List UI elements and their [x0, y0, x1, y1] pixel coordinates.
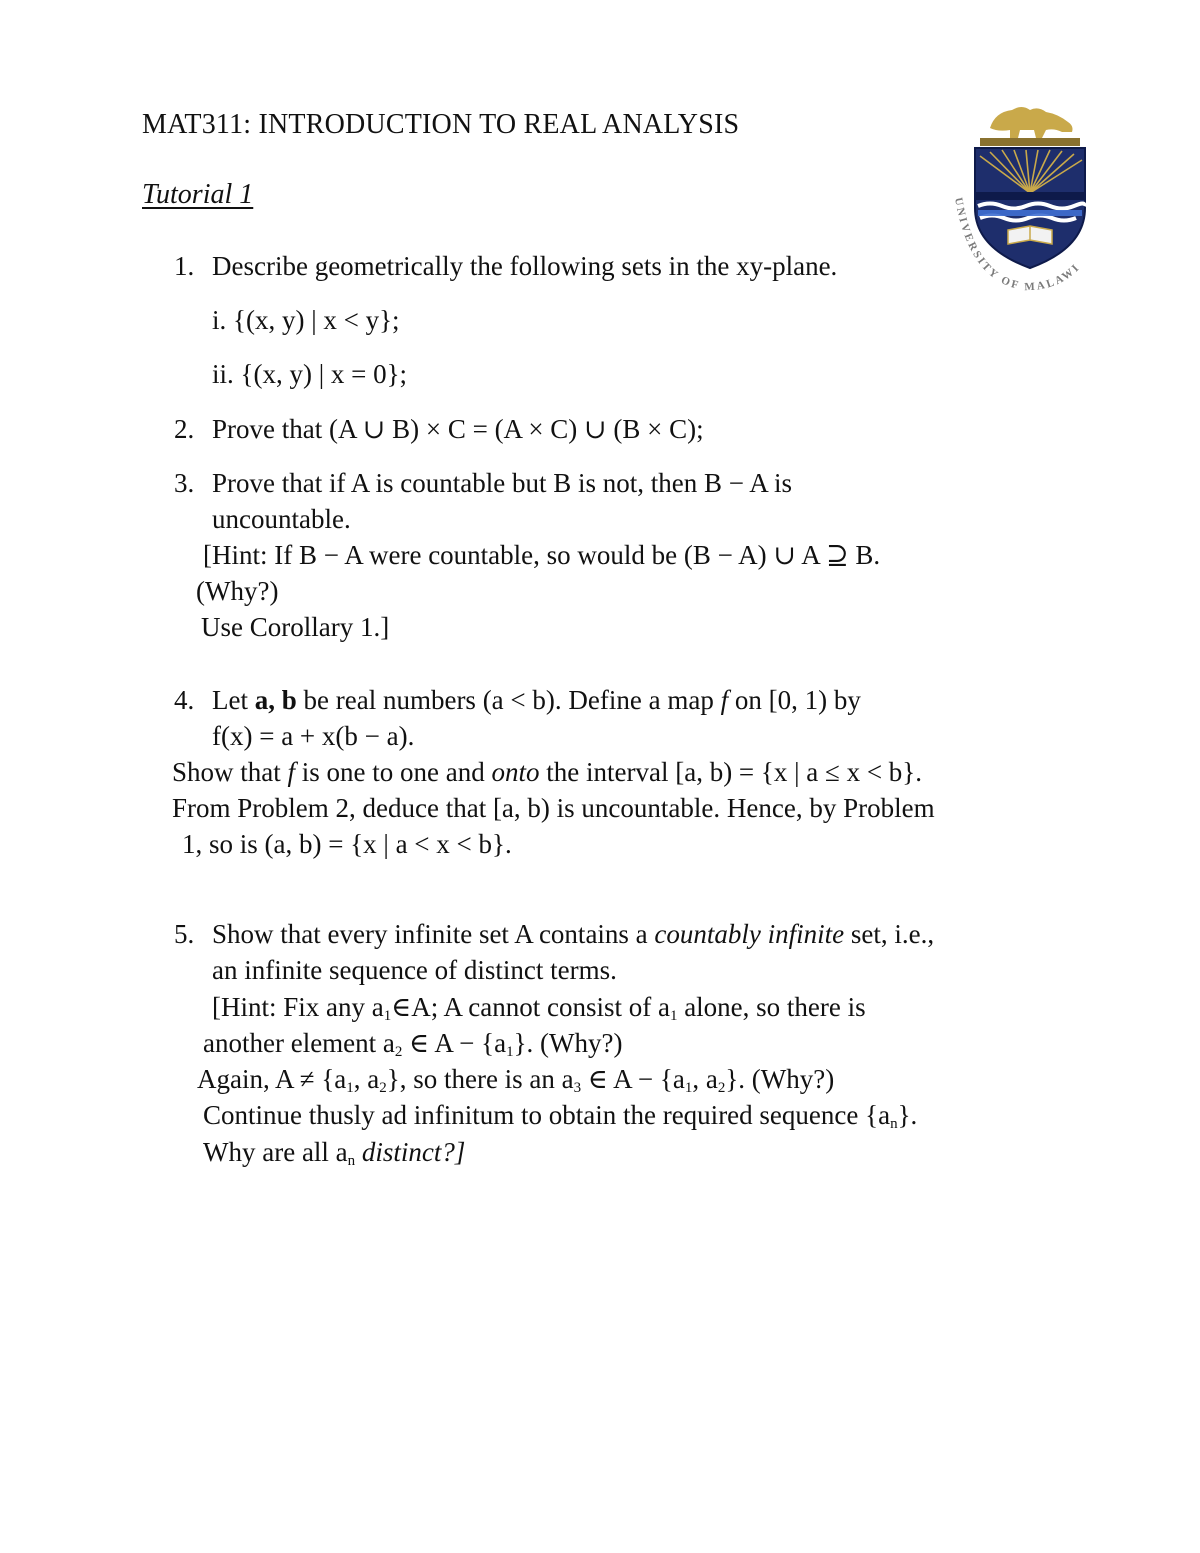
- q3-hint-3: Use Corollary 1.]: [201, 612, 390, 642]
- q5-hint-1: [Hint: Fix any $a_1\in A$; A cannot consist of $a_1$ alone, so there is: [212, 992, 866, 1024]
- q4-number: 4.: [174, 685, 195, 715]
- q4-line-2: f(x) = a + x(b − a).: [212, 721, 415, 751]
- q5-number: 5.: [174, 919, 195, 949]
- q3-line-2: uncountable.: [212, 504, 351, 534]
- q1-part-i: i. {(x, y) | x < y};: [212, 305, 400, 335]
- q5-hint-5: Why are all $a_n$ distinct?]: [203, 1137, 466, 1169]
- q5-hint-3: Again, $A \ne \{a_1$, $a_2$}, so there is an $a_3$ ∈ $A - \{a_1$, $a_2$}. (Why?): [197, 1064, 835, 1096]
- q5-hint-2: another element $a_2$ ∈ $A - \{a_1\}$. (Why?): [203, 1028, 623, 1060]
- q3-line-1: Prove that if A is countable but B is not, then B − A is: [212, 468, 792, 498]
- q4-line-5: 1, so is (a, b) = {x | a < x < b}.: [182, 829, 512, 859]
- q3-number: 3.: [174, 468, 195, 498]
- q1-number: 1.: [174, 251, 195, 281]
- lion-crest-icon: [980, 107, 1080, 146]
- university-logo: [950, 98, 1110, 298]
- q2-number: 2.: [174, 414, 195, 444]
- q5-hint-4: Continue thusly ad infinitum to obtain the required sequence $\{a_n\}$.: [203, 1100, 918, 1132]
- logo-ring-text: UNIVERSITY OF MALAWI: [952, 196, 1083, 294]
- q1-part-ii: ii. {(x, y) | x = 0};: [212, 359, 408, 389]
- q4-line-3: Show that f is one to one and onto the interval [a, b) = {x | a ≤ x < b}.: [172, 757, 923, 787]
- q4-line-1: Let a, b be real numbers (a < b). Define a map f on [0, 1) by: [212, 685, 861, 715]
- q5-line-1: Show that every infinite set A contains a countably infinite set, i.e.,: [212, 919, 935, 949]
- q5-line-2: an infinite sequence of distinct terms.: [212, 955, 617, 985]
- q3-hint-1: [Hint: If B − A were countable, so would be (B − A) ∪ A ⊇ B.: [203, 540, 881, 570]
- q3-hint-2: (Why?): [196, 576, 279, 606]
- q4-line-4: From Problem 2, deduce that [a, b) is uncountable. Hence, by Problem: [172, 793, 935, 823]
- q2-text: Prove that (A ∪ B) × C = (A × C) ∪ (B × C);: [212, 414, 704, 444]
- q1-text: Describe geometrically the following sets in the xy-plane.: [212, 251, 838, 281]
- tutorial-heading: Tutorial 1: [142, 179, 254, 210]
- course-title: MAT311: INTRODUCTION TO REAL ANALYSIS: [142, 109, 740, 140]
